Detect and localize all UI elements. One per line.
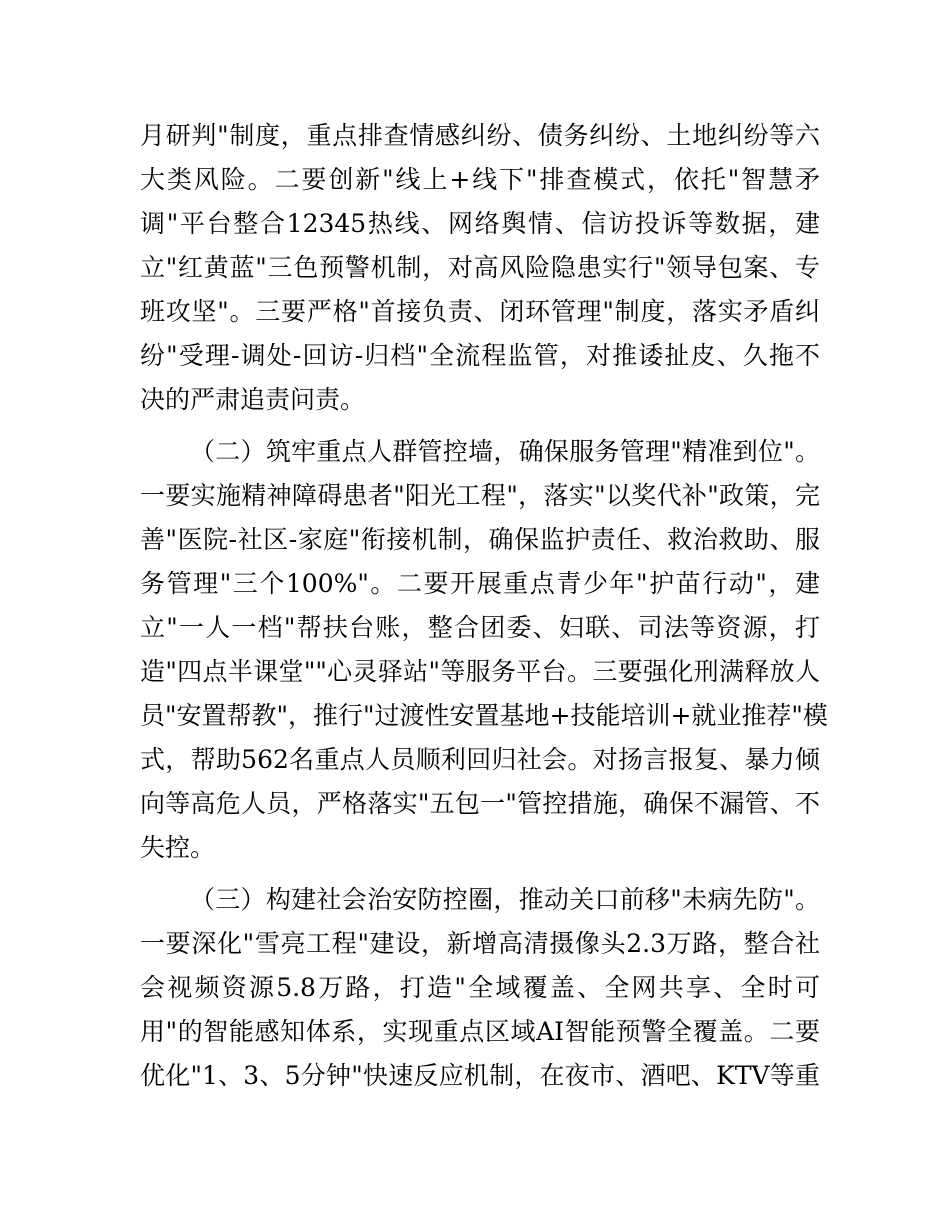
paragraph-1-line-7: 决的严肃追责问责。 — [140, 385, 366, 414]
paragraph-1-line-6: 纷"受理-调处-回访-归档"全流程监管，对推诿扯皮、久拖不 — [140, 341, 820, 370]
paragraph-2-line-8: 式，帮助562名重点人员顺利回归社会。对扬言报复、暴力倾 — [140, 745, 820, 774]
paragraph-1-line-1: 月研判"制度，重点排查情感纠纷、债务纠纷、土地纠纷等六 — [140, 121, 820, 150]
paragraph-2-line-7: 员"安置帮教"，推行"过渡性安置基地+技能培训+就业推荐"模 — [140, 701, 828, 730]
paragraph-1-line-3: 调"平台整合12345热线、网络舆情、信访投诉等数据，建 — [140, 209, 820, 238]
paragraph-2-line-6: 造"四点半课堂""心灵驿站"等服务平台。三要强化刑满释放人 — [140, 657, 820, 686]
paragraph-2-line-5: 立"一人一档"帮扶台账，整合团委、妇联、司法等资源，打 — [140, 613, 820, 642]
paragraph-3-line-2: 一要深化"雪亮工程"建设，新增高清摄像头2.3万路，整合社 — [140, 929, 820, 958]
paragraph-2-line-2: 一要实施精神障碍患者"阳光工程"，落实"以奖代补"政策，完 — [140, 481, 820, 510]
paragraph-1-line-2: 大类风险。二要创新"线上+线下"排查模式，依托"智慧矛 — [140, 165, 820, 194]
paragraph-2-line-10: 失控。 — [140, 833, 216, 862]
paragraph-3-heading-line: （三）构建社会治安防控圈，推动关口前移"未病先防"。 — [190, 885, 820, 914]
paragraph-1-line-5: 班攻坚"。三要严格"首接负责、闭环管理"制度，落实矛盾纠 — [140, 297, 820, 326]
paragraph-2-line-4: 务管理"三个100%"。二要开展重点青少年"护苗行动"，建 — [140, 569, 820, 598]
paragraph-2-line-9: 向等高危人员，严格落实"五包一"管控措施，确保不漏管、不 — [140, 789, 820, 818]
paragraph-1-line-4: 立"红黄蓝"三色预警机制，对高风险隐患实行"领导包案、专 — [140, 253, 820, 282]
paragraph-2-heading-line: （二）筑牢重点人群管控墙，确保服务管理"精准到位"。 — [190, 437, 820, 466]
paragraph-3-line-4: 用"的智能感知体系，实现重点区域AI智能预警全覆盖。二要 — [140, 1017, 820, 1046]
paragraph-3-line-5: 优化"1、3、5分钟"快速反应机制，在夜市、酒吧、KTV等重 — [140, 1061, 820, 1090]
paragraph-3-line-3: 会视频资源5.8万路，打造"全域覆盖、全网共享、全时可 — [140, 973, 820, 1002]
paragraph-2-line-3: 善"医院-社区-家庭"衔接机制，确保监护责任、救治救助、服 — [140, 525, 820, 554]
